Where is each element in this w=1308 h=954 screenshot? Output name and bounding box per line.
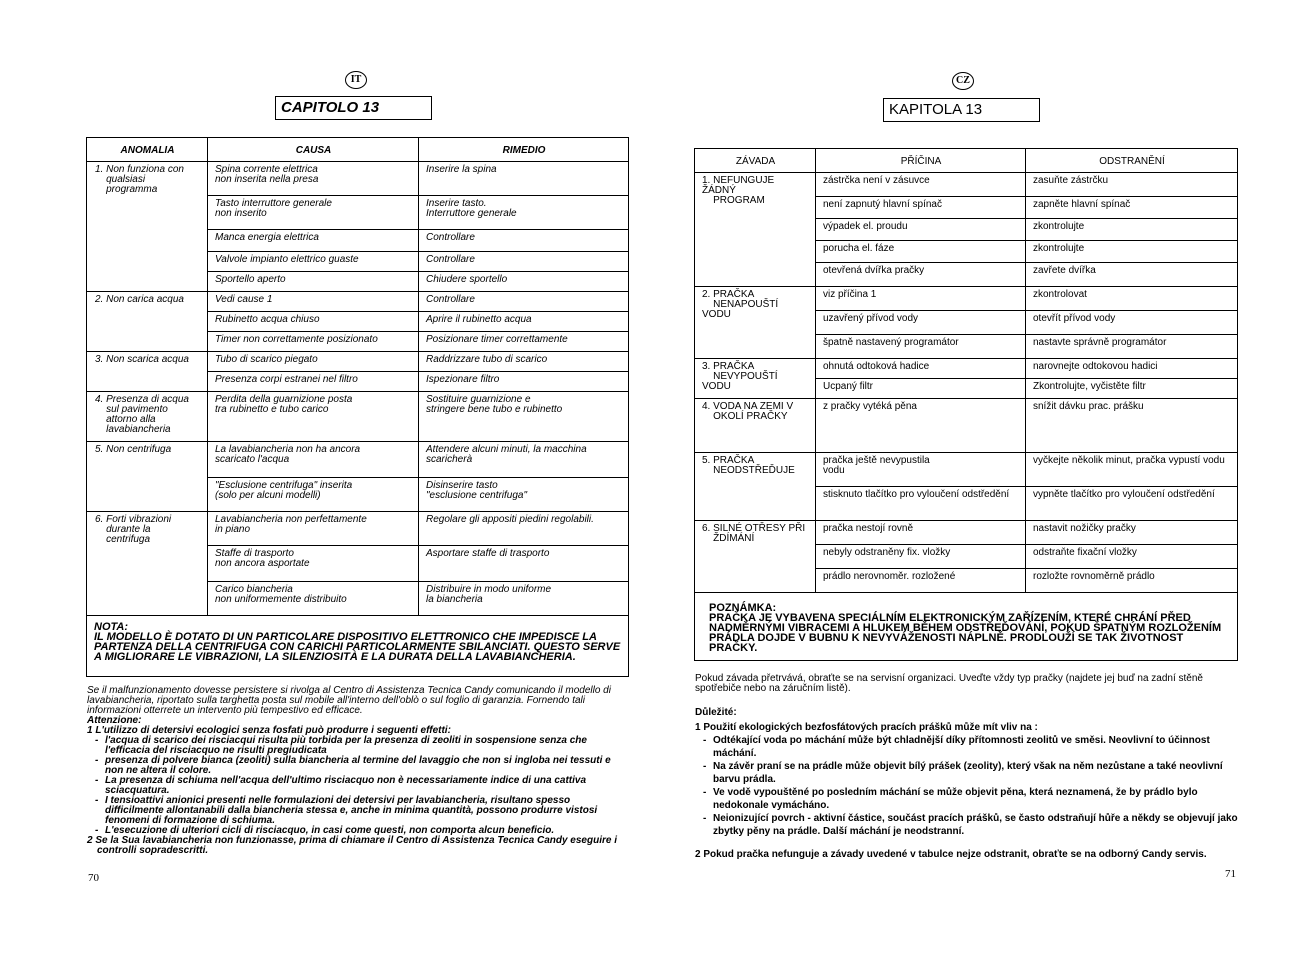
cause-cell: Sportello aperto (208, 272, 419, 292)
note-text-it: IL MODELLO È DOTATO DI UN PARTICOLARE DISPOSITIVO ELETTRONICO CHE IMPEDISCE LA PARTENZA DELLA CENTRIFUGA CON CARICHI PARTICOLARMENTE SBILANCIATI. QUESTO SERVE A MIGLIORARE LE VIBRAZIONI, LA SILENZIOSITÀ E LA DURATA DELLA LAVABIANCHERIA. (94, 631, 621, 663)
table-row (87, 352, 629, 372)
anomaly-cell: 4. VODA NA ZEMI V OKOLÍ PRAČKY (695, 399, 816, 453)
header-rimedio: RIMEDIO (419, 138, 629, 162)
note-title-cz: POZNÁMKA: (709, 602, 777, 614)
remedy-cell: Posizionare timer correttamente (419, 332, 629, 352)
list-item: - presenza di polvere bianca (zeoliti) sulla biancheria al termine del lavaggio che non si ingloba nei tessuti e non ne altera il colore. (87, 756, 630, 776)
remedy-cell: Inserire tasto. Interruttore generale (419, 196, 629, 230)
cause-cell: výpadek el. proudu (816, 219, 1026, 241)
table-row (87, 392, 629, 442)
table-row (695, 453, 1238, 487)
remedy-cell: nastavit nožičky pračky (1026, 521, 1238, 545)
remedy-cell: Inserire la spina (419, 162, 629, 196)
table-row (695, 287, 1238, 311)
remedy-cell: Controllare (419, 292, 629, 312)
service-text-it: Se il malfunzionamento dovesse persistere si rivolga al Centro di Assistenza Tecnica Candy comunicando il modello di lavabiancheria, riportato sulla targhetta posta sul mobile all'interno dell'oblò o sul foglio di garanzia. Fornendo tali informazioni otterrete un intervento più tempestivo ed efficace. (87, 685, 611, 716)
cause-cell: Vedi cause 1 (208, 292, 419, 312)
attention-title-it: Attenzione: (87, 715, 142, 726)
remedy-cell: vyčkejte několik minut, pračka vypustí vodu (1026, 453, 1238, 487)
language-badge-cz: CZ (952, 72, 974, 90)
bullet-list-it (87, 736, 630, 836)
header-pricina: PŘÍČINA (816, 149, 1026, 173)
cause-cell: La lavabiancheria non ha ancora scaricato l'acqua (208, 442, 419, 478)
table-row (87, 292, 629, 312)
cause-cell: Tasto interruttore generale non inserito (208, 196, 419, 230)
cause-cell: otevřená dvířka pračky (816, 263, 1026, 287)
anomaly-cell: 3. Non scarica acqua (87, 352, 208, 392)
remedy-cell: Asportare staffe di trasporto (419, 546, 629, 582)
remedy-cell: zasuňte zástrčku (1026, 173, 1238, 197)
cause-cell: Valvole impianto elettrico guaste (208, 252, 419, 272)
cause-cell: ohnutá odtoková hadice (816, 359, 1026, 379)
cause-cell: Lavabiancheria non perfettamente in piano (208, 512, 419, 546)
cause-cell: špatně nastavený programátor (816, 335, 1026, 359)
cause-cell: "Esclusione centrifuga" inserita (solo per alcuni modelli) (208, 478, 419, 512)
remedy-cell: Disinserire tasto "esclusione centrifuga" (419, 478, 629, 512)
cause-cell: Staffe di trasporto non ancora asportate (208, 546, 419, 582)
list-item: - Na závěr praní se na prádle může objevit bílý prášek (zeolity), který však na něm nezůstane a také neovlivní barvu prádla. (695, 760, 1240, 786)
note-box-cz (695, 593, 1238, 661)
anomaly-cell: 3. PRAČKA NEVYPOUŠTÍ VODU (695, 359, 816, 399)
header-zavada: ZÁVADA (695, 149, 816, 173)
bullet-list-cz (695, 734, 1240, 838)
remedy-cell: zapněte hlavní spínač (1026, 197, 1238, 219)
remedy-cell: zkontrolujte (1026, 219, 1238, 241)
remedy-cell: Controllare (419, 252, 629, 272)
cause-cell: viz příčina 1 (816, 287, 1026, 311)
remedy-cell: nastavte správně programátor (1026, 335, 1238, 359)
anomaly-cell: 1. NEFUNGUJE ŽÁDNÝ PROGRAM (695, 173, 816, 287)
table-row (695, 359, 1238, 379)
table-row (695, 173, 1238, 197)
cause-cell: Spina corrente elettrica non inserita nella presa (208, 162, 419, 196)
cause-cell: Tubo di scarico piegato (208, 352, 419, 372)
language-badge-it: IT (345, 71, 367, 89)
header-causa: CAUSA (208, 138, 419, 162)
cause-cell: Carico biancheria non uniformemente distribuito (208, 582, 419, 616)
remedy-cell: Zkontrolujte, vyčistěte filtr (1026, 379, 1238, 399)
service-info-cz (695, 674, 1240, 860)
cause-cell: není zapnutý hlavní spínač (816, 197, 1026, 219)
chapter-title-it: CAPITOLO 13 (275, 96, 432, 120)
list-item: - Neionizující povrch - aktivní částice, součást pracích prášků, se často odstraňují hůře a někdy se objevují jako zbytky pěny na prádle. Další máchání je neodstranní. (695, 812, 1240, 838)
cause-cell: stisknuto tlačítko pro vyloučení odstředění (816, 487, 1026, 521)
header-odstraneni: ODSTRANĚNÍ (1026, 149, 1238, 173)
list-item: - Odtékající voda po máchání může být chladnější díky přítomnosti zeolitů ve směsi. Neovlivní to účinnost máchání. (695, 734, 1240, 760)
note-text-cz: PRAČKA JE VYBAVENA SPECIÁLNÍM ELEKTRONICKÝM ZAŘÍZENÍM, KTERÉ CHRÁNÍ PŘED NADMĚRNÝMI VIBRACEMI A HLUKEM BĚHEM ODSTŘEĎOVÁNÍ, POKUD ŠPATNÝM ROZLOŽENÍM PRÁDLA DOJDE V BUBNU K NEVYVÁŽENOSTI NÁPLNĚ. PRODLOUŽÍ SE TAK ŽIVOTNOST PRAČKY. (709, 612, 1222, 654)
cause-cell: uzavřený přívod vody (816, 311, 1026, 335)
service-info-it (87, 686, 630, 856)
cause-cell: zástrčka není v zásuvce (816, 173, 1026, 197)
anomaly-cell: 2. PRAČKA NENAPOUŠTÍ VODU (695, 287, 816, 359)
page-czech (654, 0, 1308, 954)
table-row (87, 442, 629, 478)
remedy-cell: zavřete dvířka (1026, 263, 1238, 287)
remedy-cell: Regolare gli appositi piedini regolabili. (419, 512, 629, 546)
point-1-it: 1 L'utilizzo di detersivi ecologici senza fosfati può produrre i seguenti effetti: (87, 725, 451, 736)
page-number-left: 70 (88, 872, 99, 884)
troubleshooting-table-cz (694, 148, 1238, 661)
remedy-cell: rozložte rovnoměrně prádlo (1026, 569, 1238, 593)
header-anomalia: ANOMALIA (87, 138, 208, 162)
anomaly-cell: 2. Non carica acqua (87, 292, 208, 352)
table-row (87, 162, 629, 196)
chapter-title-cz: KAPITOLA 13 (883, 98, 1040, 122)
cause-cell: Ucpaný filtr (816, 379, 1026, 399)
attention-title-cz: Důležité: (695, 707, 737, 718)
cause-cell: pračka ještě nevypustila vodu (816, 453, 1026, 487)
list-item: - Ve vodě vypouštěné po posledním máchání se může objevit pěna, která neznamená, že by prádlo bylo nedokonale vymácháno. (695, 786, 1240, 812)
remedy-cell: zkontrolujte (1026, 241, 1238, 263)
remedy-cell: narovnejte odtokovou hadici (1026, 359, 1238, 379)
remedy-cell: Controllare (419, 230, 629, 252)
remedy-cell: snížit dávku prac. prášku (1026, 399, 1238, 453)
list-item: - l'acqua di scarico dei risciacqui risulta più torbida per la presenza di zeoliti in sospensione senza che l'efficacia del risciacquo ne risulti pregiudicata (87, 736, 630, 756)
service-text-cz: Pokud závada přetrvává, obraťte se na servisní organizaci. Uveďte vždy typ pračky (najdete jej buď na zadní stěně spotřebiče nebo na záručním listě). (695, 673, 1203, 694)
anomaly-cell: 1. Non funziona con qualsiasi programma (87, 162, 208, 292)
note-title-it: NOTA: (94, 621, 129, 633)
remedy-cell: Sostituire guarnizione e stringere bene tubo e rubinetto (419, 392, 629, 442)
cause-cell: prádlo nerovnoměr. rozložené (816, 569, 1026, 593)
list-item: - La presenza di schiuma nell'acqua dell'ultimo risciacquo non è necessariamente indice di una cattiva sciacquatura. (87, 776, 630, 796)
anomaly-cell: 6. Forti vibrazioni durante la centrifuga (87, 512, 208, 616)
cause-cell: Rubinetto acqua chiuso (208, 312, 419, 332)
remedy-cell: vypněte tlačítko pro vyloučení odstředění (1026, 487, 1238, 521)
list-item: - L'esecuzione di ulteriori cicli di risciacquo, in casi come questi, non comporta alcun beneficio. (87, 826, 630, 836)
page-number-right: 71 (1225, 868, 1236, 880)
point-2-cz: 2 Pokud pračka nefunguje a závady uvedené v tabulce nejze odstranit, obraťte se na odborný Candy servis. (695, 849, 1207, 860)
anomaly-cell: 6. SILNÉ OTŘESY PŘI ŽDÍMÁNÍ (695, 521, 816, 593)
remedy-cell: Ispezionare filtro (419, 372, 629, 392)
cause-cell: pračka nestojí rovně (816, 521, 1026, 545)
remedy-cell: odstraňte fixační vložky (1026, 545, 1238, 569)
remedy-cell: Attendere alcuni minuti, la macchina scaricherà (419, 442, 629, 478)
remedy-cell: otevřít přívod vody (1026, 311, 1238, 335)
cause-cell: Timer non correttamente posizionato (208, 332, 419, 352)
remedy-cell: Raddrizzare tubo di scarico (419, 352, 629, 372)
point-2-it: 2 Se la Sua lavabiancheria non funzionasse, prima di chiamare il Centro di Assistenza Tecnica Candy eseguire i controlli sopradescritti. (87, 835, 617, 856)
anomaly-cell: 4. Presenza di acqua sul pavimento attorno alla lavabiancheria (87, 392, 208, 442)
cause-cell: Presenza corpi estranei nel filtro (208, 372, 419, 392)
remedy-cell: Aprire il rubinetto acqua (419, 312, 629, 332)
table-row (87, 512, 629, 546)
remedy-cell: zkontrolovat (1026, 287, 1238, 311)
anomaly-cell: 5. Non centrifuga (87, 442, 208, 512)
cause-cell: nebyly odstraněny fix. vložky (816, 545, 1026, 569)
remedy-cell: Chiudere sportello (419, 272, 629, 292)
cause-cell: Perdita della guarnizione posta tra rubinetto e tubo carico (208, 392, 419, 442)
cause-cell: porucha el. fáze (816, 241, 1026, 263)
table-row (695, 521, 1238, 545)
note-box-it (87, 616, 629, 677)
anomaly-cell: 5. PRAČKA NEODSTŘEĎUJE (695, 453, 816, 521)
table-row (695, 399, 1238, 453)
cause-cell: Manca energia elettrica (208, 230, 419, 252)
troubleshooting-table-it (86, 137, 629, 677)
list-item: - I tensioattivi anionici presenti nelle formulazioni dei detersivi per lavabiancheria, risultano spesso difficilmente allontanabili dalla biancheria stessa e, anche in minima quantità, possono produrre vistosi fenomeni di formazione di schiuma. (87, 796, 630, 826)
cause-cell: z pračky vytéká pěna (816, 399, 1026, 453)
remedy-cell: Distribuire in modo uniforme la biancheria (419, 582, 629, 616)
point-1-cz: 1 Použití ekologických bezfosfátových pracích prášků může mít vliv na : (695, 722, 1038, 733)
